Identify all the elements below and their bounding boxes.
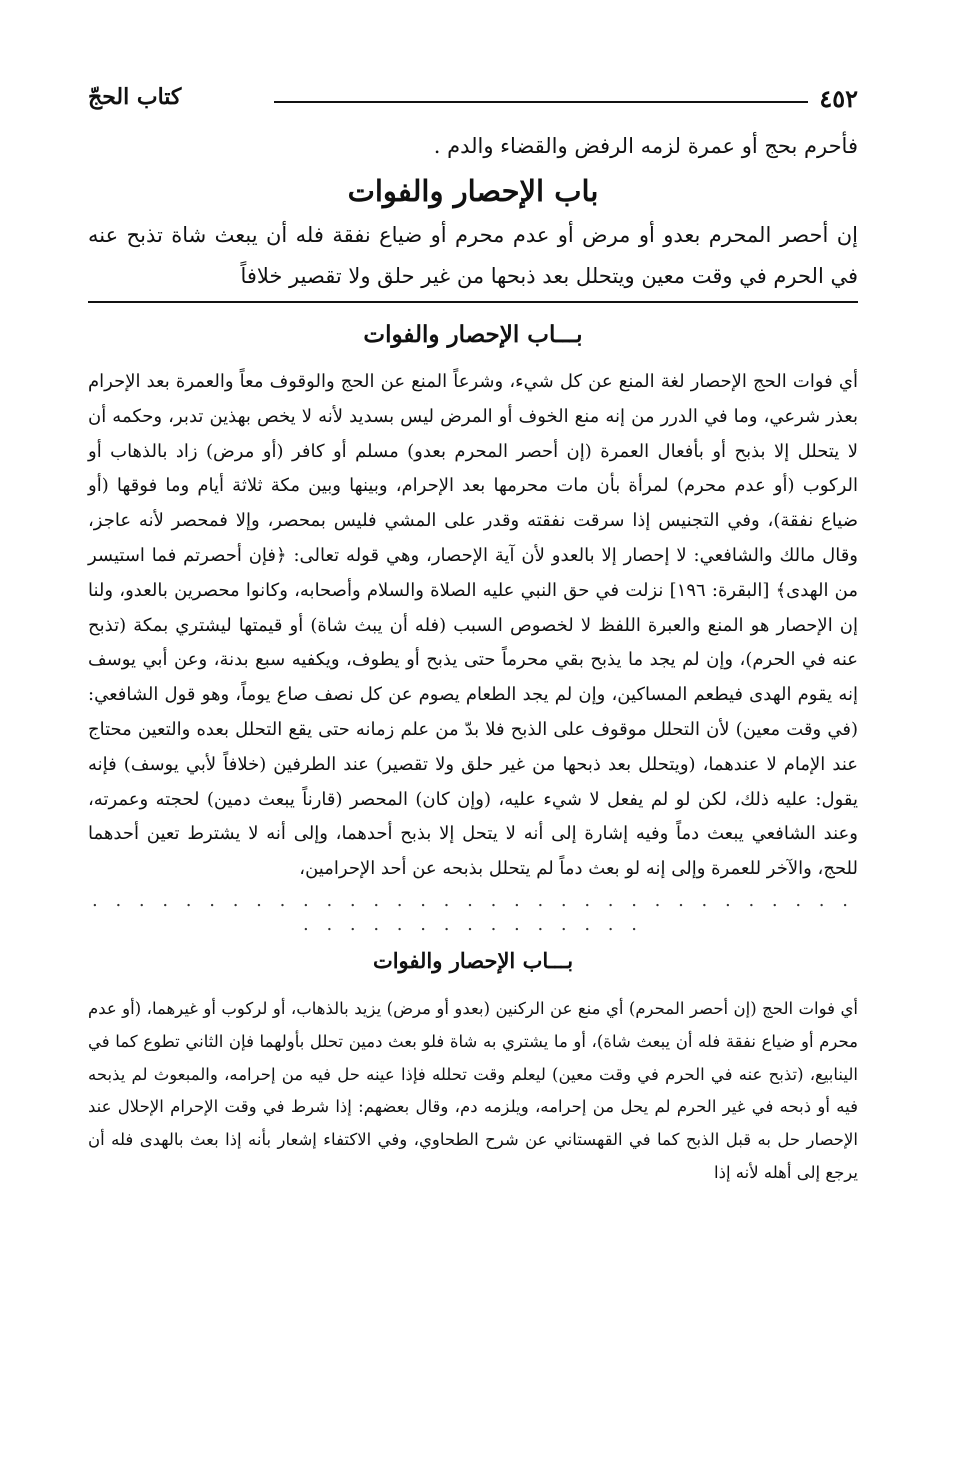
matn-paragraph: إن أحصر المحرم بعدو أو مرض أو عدم محرم أو ضياع نفقة فله أن يبعث شاة تذبح عنه في الحرم في وقت معين ويتحلل بعد ذبحها من غير حلق ولا تقصير خلافاً bbox=[88, 223, 858, 288]
commentary-2-title: بـــاب الإحصار والفوات bbox=[372, 947, 574, 973]
dotted-separator: . . . . . . . . . . . . . . . . . . . . . . . . . . . . . . . . . . . . . . . . . . . . . . . . bbox=[92, 889, 854, 935]
commentary-1-text: أي فوات الحج الإحصار لغة المنع عن كل شيء، وشرعاً المنع عن الحج والوقوف معاً والعمرة بعد الإحرام بعذر شرعي، وما في الدرر من إنه منع الخوف أو المرض ليس بسديد لأنه لا يخص بهذين تدبر، وحكمه أن لا يتحلل إلا بذبح أو بأفعال العمرة (إن أحصر المحرم بعدو) مسلم أو كافر (أو مرض) زاد بالذهاب أو الركوب (أو عدم محرم) لمرأة بأن مات محرمها بعد الإحرام، وبينها وبين مكة ثلاثة أيام وما فوقها (أو ضياع نفقة)، وفي التجنيس إذا سرقت نفقته وقدر على المشي فليس بمحصر، وإلا فمحصر لأنه عاجز، وقال مالك والشافعي: لا إحصار إلا بالعدو لأن آية الإحصار، وهي قوله تعالى: ﴿فإن أحصرتم فما استيسر من الهدى﴾ [البقرة: ١٩٦] نزلت في حق النبي عليه الصلاة والسلام وأصحابه، وكانوا محصرين بالعدو، ولنا إن الإحصار هو المنع والعبرة اللفظ لا لخصوص السبب (فله أن يبث شاة) أو قيمتها ليشتري بمكة (تذبح عنه في الحرم)، وإن لم يجد ما يذبح بقي محرماً حتى يذبح أو يطوف، ويكفيه سبع بدنة، وعن أبي يوسف إنه يقوم الهدى فيطعم المساكين، وإن لم يجد الطعام يصوم عن كل نصف صاع يوماً، وهو قول الشافعي: (في وقت معين) لأن التحلل موقوف على الذبح فلا بدّ من علم زمانه حتى يقع التحلل بعده والتعين محتاج عند الإمام لا عندهما، (ويتحلل بعد ذبحها من غير حلق ولا تقصير) عند الطرفين (خلافاً لأبي يوسف) فإنه يقول: عليه ذلك، لكن لو لم يفعل لا شيء عليه، (وإن كان) المحصر (قارناً يبعث دمين) لحجته وعمرته، وعند الشافعي يبعث دماً وفيه إشارة إلى أنه لا يتحل إلا بذبح أحدهما، وإلى أنه لا يشترط تعين أحدهما للحج، والآخر للعمرة وإلى إنه لو بعث دماً لم يتحلل بذبحه عن أحد الإحرامين، bbox=[88, 371, 858, 880]
commentary-2-text: أي فوات الحج (إن أحصر المحرم) أي منع عن الركنين (بعدو أو مرض) يزيد بالذهاب، أو لركوب أو غيرهما، (أو عدم محرم أو ضياع نفقة فله أن يبعث شاة)، أو ما يشتري به شاة فلو بعث دمين تحلل بأولهما فإن الثاني تطوع كما في الينابيع، (تذبح عنه في الحرم في وقت معين) ليعلم وقت تحلله فإذا عينه حل فيه من إحرامه، والمبعوث لم يذبحه فيه أو ذبحه في غير الحرم لم يحل من إحرامه، ويلزمه دم، وقال بعضهم: إذا شرط في وقت الإحرام الإحلال عند الإحصار حل به قبل الذبح كما في القهستاني عن شرح الطحاوي، وفي الاكتفاء إشعار بأنه إذا بعث بالهدى فله أن يرجع إلى أهله لأنه إذا bbox=[88, 998, 858, 1182]
page-number: ٤٥٢ bbox=[819, 84, 858, 113]
commentary-1-title: بـــاب الإحصار والفوات bbox=[363, 321, 583, 348]
chapter-title: باب الإحصار والفوات bbox=[347, 174, 599, 208]
running-header bbox=[88, 76, 858, 116]
header-rule bbox=[274, 101, 808, 103]
page bbox=[88, 76, 858, 1190]
matn-divider bbox=[88, 301, 858, 303]
book-title: كتاب الحجّ bbox=[88, 84, 182, 110]
matn-opening-line: فأحرم بحج أو عمرة لزمه الرفض والقضاء والدم . bbox=[433, 134, 858, 158]
